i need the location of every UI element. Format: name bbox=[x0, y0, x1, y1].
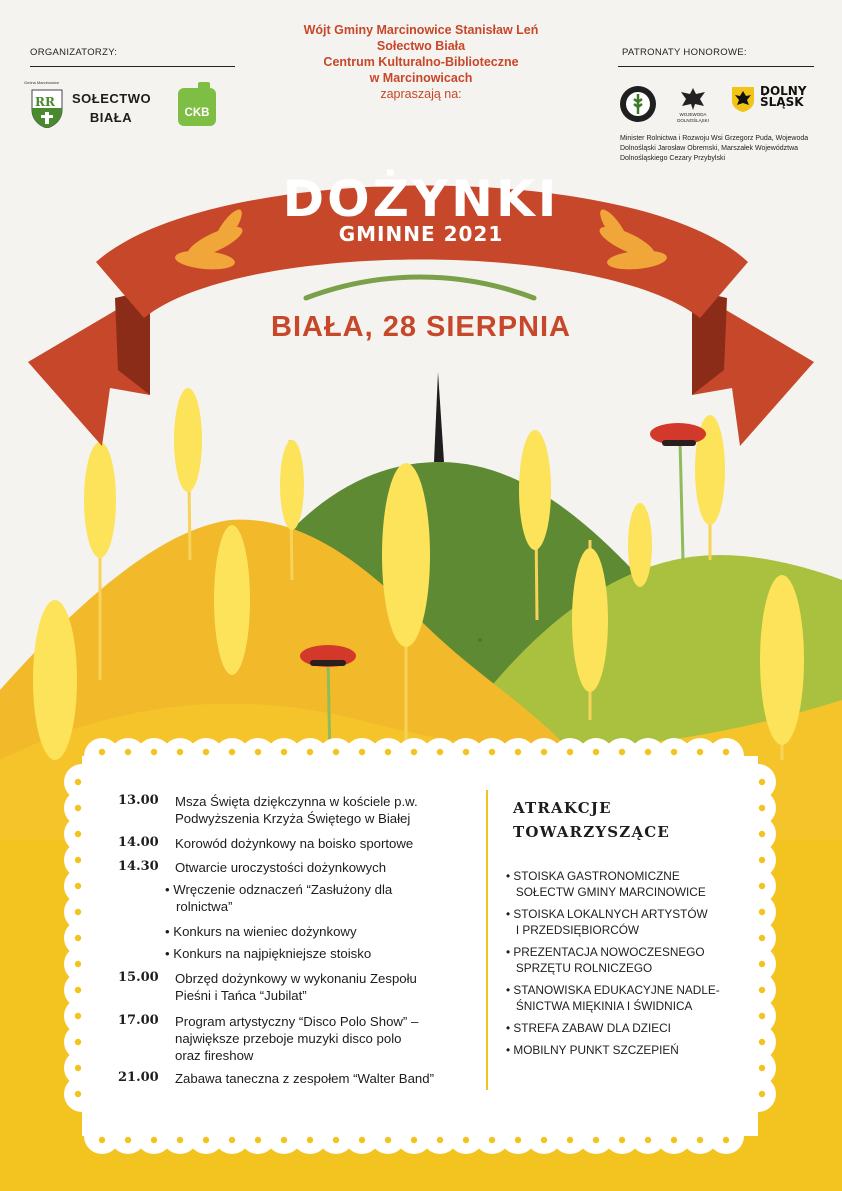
panel-hole bbox=[593, 749, 599, 755]
schedule-time: 15.00 bbox=[118, 970, 159, 985]
panel-hole bbox=[75, 1065, 81, 1071]
panel-hole bbox=[99, 1137, 105, 1143]
panel-hole bbox=[307, 1137, 313, 1143]
inviter-line: w Marcinowicach bbox=[369, 71, 473, 85]
panel-scallop bbox=[740, 1076, 776, 1112]
panel-hole bbox=[203, 749, 209, 755]
solectwo-name bbox=[72, 89, 150, 127]
dolny-caption bbox=[730, 114, 814, 120]
panel-hole bbox=[437, 749, 443, 755]
event-date: BIAŁA, 28 SIERPNIA bbox=[271, 311, 571, 343]
panel-hole bbox=[645, 749, 651, 755]
panel-hole bbox=[759, 1039, 765, 1045]
panel-hole bbox=[203, 1137, 209, 1143]
panel-hole bbox=[759, 987, 765, 993]
panel-hole bbox=[411, 749, 417, 755]
schedule-description: • Wręczenie odznaczeń “Zasłużony dla rolnictwa” bbox=[165, 882, 393, 914]
panel-hole bbox=[125, 1137, 131, 1143]
schedule-description: Msza Święta dziękczynna w kościele p.w. Podwyższenia Krzyża Świętego w Białej bbox=[175, 794, 418, 826]
event-subtitle: GMINNE 2021 bbox=[338, 222, 504, 246]
panel-hole bbox=[759, 1013, 765, 1019]
panel-divider bbox=[486, 790, 488, 1090]
dolny-slask-crest bbox=[731, 86, 755, 112]
panel-hole bbox=[759, 935, 765, 941]
panel-hole bbox=[151, 749, 157, 755]
panel-hole bbox=[619, 1137, 625, 1143]
panel-hole bbox=[75, 961, 81, 967]
panel-hole bbox=[619, 749, 625, 755]
eagle-emblem bbox=[678, 86, 708, 112]
crest-logo bbox=[30, 86, 64, 128]
panel-hole bbox=[255, 749, 261, 755]
panel-hole bbox=[697, 749, 703, 755]
solectwo-line: SOŁECTWO bbox=[72, 91, 152, 106]
panel-hole bbox=[759, 961, 765, 967]
dolny-line: ŚLĄSK bbox=[760, 95, 804, 109]
attraction-item: • STREFA ZABAW DLA DZIECI bbox=[506, 1021, 671, 1035]
panel-hole bbox=[671, 1137, 677, 1143]
panel-hole bbox=[759, 805, 765, 811]
panel-hole bbox=[75, 987, 81, 993]
inviter-line: Centrum Kulturalno-Biblioteczne bbox=[323, 55, 519, 69]
panel-hole bbox=[593, 1137, 599, 1143]
schedule-time: 13.00 bbox=[118, 793, 159, 808]
panel-hole bbox=[759, 831, 765, 837]
panel-hole bbox=[75, 935, 81, 941]
panel-hole bbox=[99, 749, 105, 755]
panel-scallop bbox=[708, 738, 744, 774]
schedule-time: 14.00 bbox=[118, 835, 159, 850]
schedule-description: • Konkurs na najpiękniejsze stoisko bbox=[165, 946, 372, 961]
panel-hole bbox=[75, 805, 81, 811]
crest-caption: Gmina Marcinowice bbox=[24, 80, 60, 85]
attraction-item: • MOBILNY PUNKT SZCZEPIEŃ bbox=[506, 1043, 679, 1057]
panel-hole bbox=[489, 749, 495, 755]
panel-hole bbox=[385, 749, 391, 755]
panel-hole bbox=[759, 883, 765, 889]
eagle-icon bbox=[678, 86, 708, 112]
panel-scallop bbox=[708, 1118, 744, 1154]
schedule-time: 21.00 bbox=[118, 1070, 159, 1085]
panel-hole bbox=[541, 1137, 547, 1143]
event-title: DOŻYNKI bbox=[282, 170, 560, 228]
inviter-line: Wójt Gminy Marcinowice Stanisław Leń bbox=[303, 23, 539, 37]
panel-hole bbox=[125, 749, 131, 755]
panel-hole bbox=[385, 1137, 391, 1143]
panel-hole bbox=[75, 1039, 81, 1045]
wheat-ear-icon bbox=[620, 86, 656, 122]
eagle-shield-icon bbox=[731, 86, 755, 112]
ministry-emblem bbox=[620, 86, 656, 122]
panel-hole bbox=[671, 749, 677, 755]
patrons-note: Minister Rolnictwa i Rozwoju Wsi Grzegorz Puda, Wojewoda Dolnośląski Jarosław Obremski, Marszałek Województwa Dolnośląskiego Cezary Przybylski bbox=[620, 135, 809, 162]
inviter-line: Sołectwo Biała bbox=[376, 39, 466, 53]
panel-hole bbox=[437, 1137, 443, 1143]
attractions-title bbox=[513, 796, 670, 844]
panel-hole bbox=[515, 749, 521, 755]
panel-hole bbox=[75, 909, 81, 915]
dolny-line: DOLNY bbox=[760, 84, 807, 98]
panel-hole bbox=[359, 749, 365, 755]
panel-hole bbox=[75, 883, 81, 889]
panel-hole bbox=[359, 1137, 365, 1143]
panel-hole bbox=[75, 1091, 81, 1097]
attraction-item: • STANOWISKA EDUKACYJNE NADLE- ŚNICTWA MIĘKINIA I ŚWIDNICA bbox=[506, 983, 720, 1013]
panel-hole bbox=[151, 1137, 157, 1143]
panel-scallop bbox=[64, 1076, 100, 1112]
inviter-block bbox=[230, 22, 612, 102]
panel-hole bbox=[229, 749, 235, 755]
panel-hole bbox=[759, 1065, 765, 1071]
panel-hole bbox=[567, 1137, 573, 1143]
schedule-description: Zabawa taneczna z zespołem “Walter Band” bbox=[175, 1071, 434, 1086]
dolny-slask-text bbox=[760, 86, 807, 108]
panel-hole bbox=[541, 749, 547, 755]
schedule-description: Obrzęd dożynkowy w wykonaniu Zespołu Pieśni i Tańca “Jubilat” bbox=[175, 971, 417, 1003]
ckb-tab-icon bbox=[198, 82, 210, 94]
schedule-description: Korowód dożynkowy na boisko sportowe bbox=[175, 836, 414, 851]
schedule-description: Otwarcie uroczystości dożynkowych bbox=[175, 860, 387, 875]
panel-hole bbox=[489, 1137, 495, 1143]
solectwo-line: BIAŁA bbox=[89, 110, 133, 125]
panel-hole bbox=[229, 1137, 235, 1143]
attractions-title-line: TOWARZYSZĄCE bbox=[513, 823, 671, 841]
panel-hole bbox=[177, 1137, 183, 1143]
panel-hole bbox=[759, 909, 765, 915]
panel-hole bbox=[723, 1137, 729, 1143]
panel-hole bbox=[333, 1137, 339, 1143]
panel-hole bbox=[567, 749, 573, 755]
panel-hole bbox=[75, 1013, 81, 1019]
panel-hole bbox=[411, 1137, 417, 1143]
schedule-time: 17.00 bbox=[118, 1013, 159, 1028]
panel-hole bbox=[177, 749, 183, 755]
panel-hole bbox=[515, 1137, 521, 1143]
panel-hole bbox=[281, 749, 287, 755]
attraction-item: • STOISKA GASTRONOMICZNE SOŁECTW GMINY MARCINOWICE bbox=[506, 869, 706, 899]
ckb-logo bbox=[178, 88, 216, 126]
panel-hole bbox=[463, 1137, 469, 1143]
panel-hole bbox=[75, 779, 81, 785]
panel-hole bbox=[255, 1137, 261, 1143]
panel-hole bbox=[723, 749, 729, 755]
panel-hole bbox=[463, 749, 469, 755]
panel-hole bbox=[697, 1137, 703, 1143]
panel-hole bbox=[75, 831, 81, 837]
schedule-description: Program artystyczny “Disco Polo Show” – największe przeboje muzyki disco polo oraz fireshow bbox=[175, 1014, 419, 1063]
patrons-divider bbox=[618, 66, 814, 67]
invite-suffix: zapraszają na: bbox=[380, 87, 462, 101]
schedule-time: 14.30 bbox=[118, 859, 159, 874]
ckb-label: CKB bbox=[184, 107, 210, 119]
panel-hole bbox=[307, 749, 313, 755]
schedule-description: • Konkurs na wieniec dożynkowy bbox=[165, 924, 357, 939]
organizers-divider bbox=[30, 66, 235, 67]
panel-hole bbox=[333, 749, 339, 755]
attraction-item: • PREZENTACJA NOWOCZESNEGO SPRZĘTU ROLNICZEGO bbox=[506, 945, 705, 975]
panel-hole bbox=[645, 1137, 651, 1143]
panel-hole bbox=[75, 857, 81, 863]
panel-hole bbox=[759, 779, 765, 785]
attraction-item: • STOISKA LOKALNYCH ARTYSTÓW I PRZEDSIĘBIORCÓW bbox=[506, 907, 708, 937]
panel-hole bbox=[281, 1137, 287, 1143]
panel-hole bbox=[759, 857, 765, 863]
wojewoda-caption: WOJEWODA DOLNOŚLĄSKI bbox=[677, 112, 709, 123]
organizers-label: ORGANIZATORZY: bbox=[30, 47, 118, 58]
crest-letters: RR bbox=[35, 95, 55, 109]
panel-hole bbox=[759, 1091, 765, 1097]
patrons-label: PATRONATY HONOROWE: bbox=[622, 47, 747, 58]
attractions-title-line: ATRAKCJE bbox=[513, 799, 612, 817]
